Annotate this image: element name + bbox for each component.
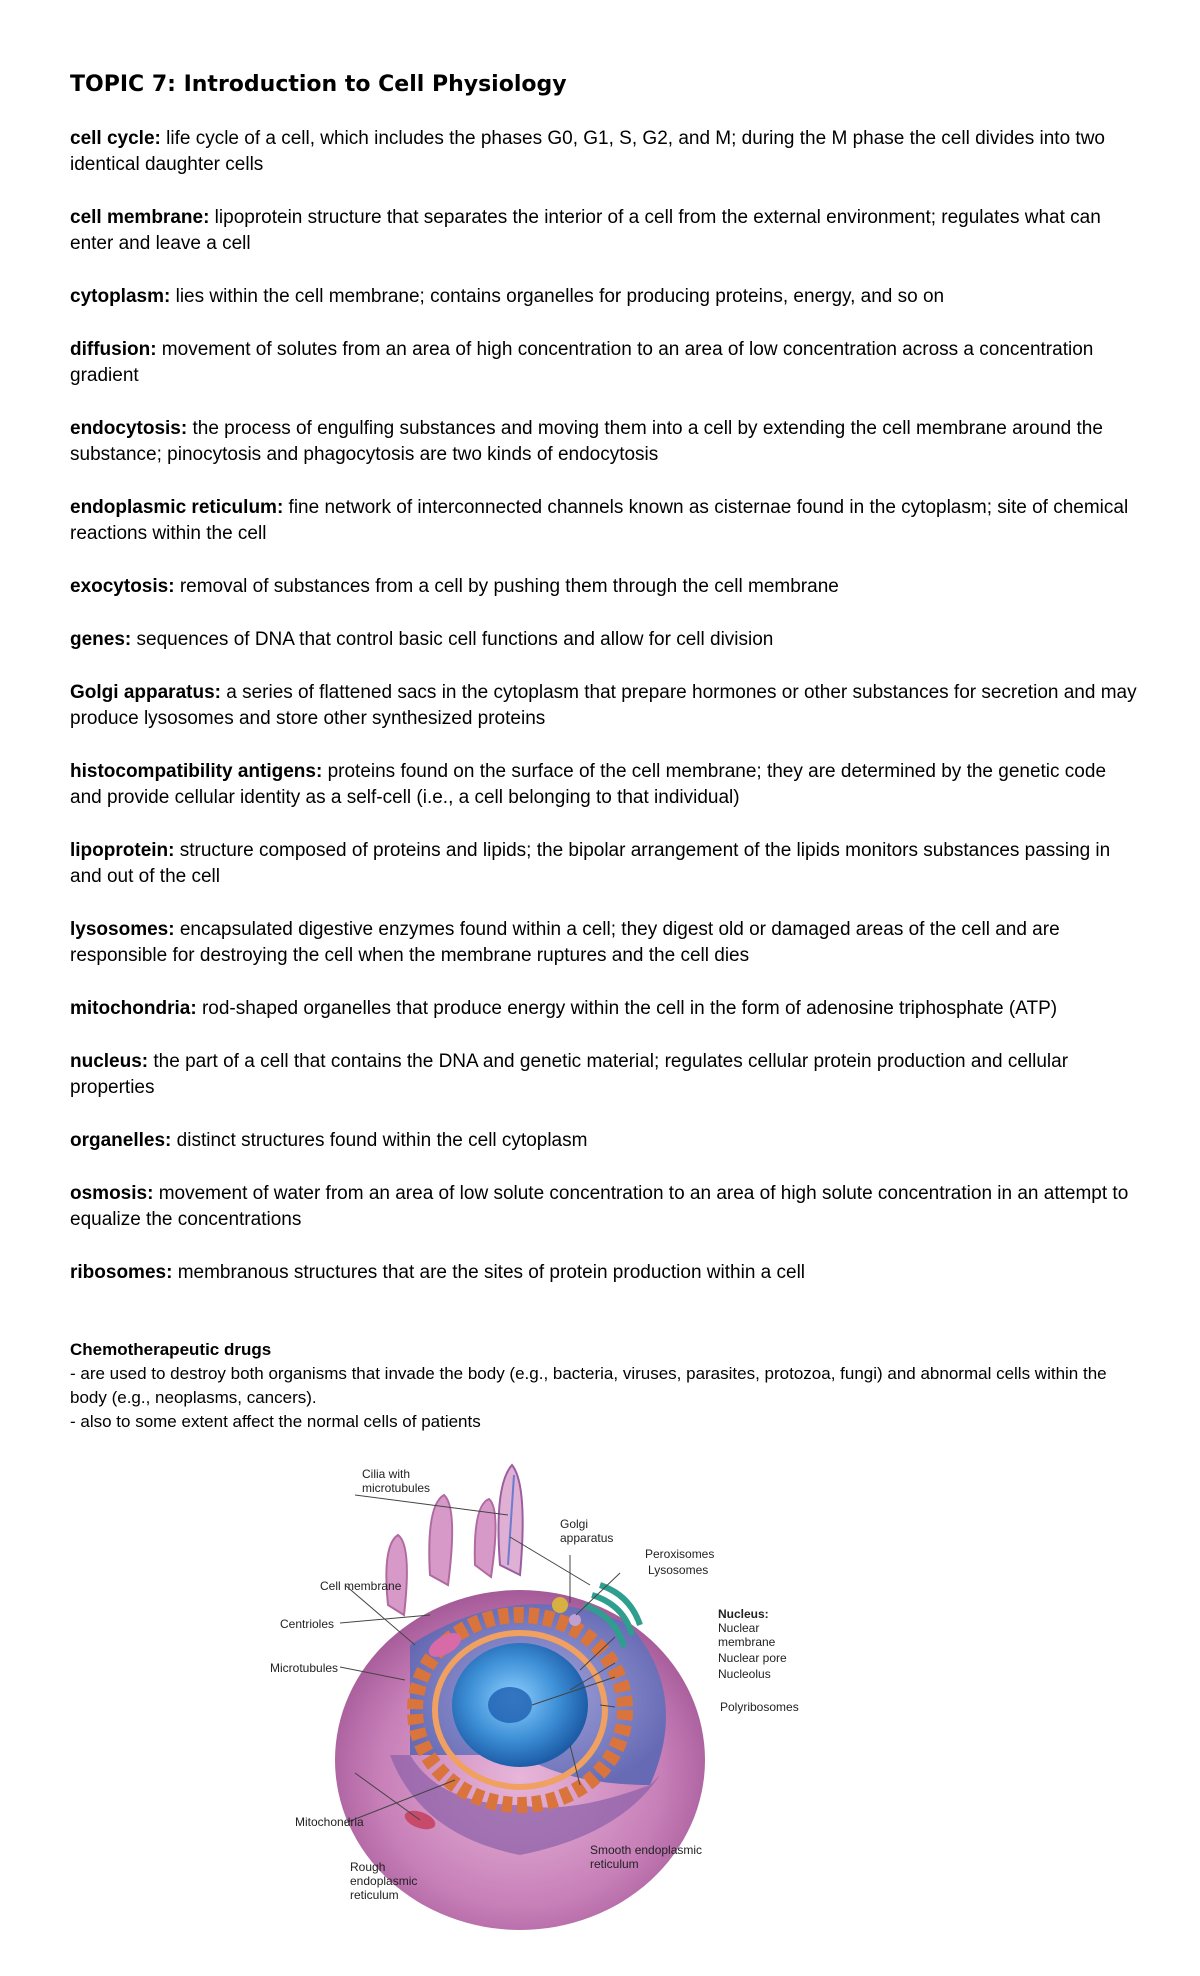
glossary-term: cell membrane: <box>70 207 210 228</box>
glossary-term: exocytosis: <box>70 576 175 597</box>
glossary-definition: a series of flattened sacs in the cytoplasm that prepare hormones or other substances for secretion and may produce lysosomes and store other synthesized proteins <box>70 682 1137 729</box>
glossary-entry <box>70 495 1140 547</box>
glossary-definition: lipoprotein structure that separates the interior of a cell from the external environment; regulates what can enter and leave a cell <box>70 207 1101 254</box>
glossary-entry <box>70 416 1140 468</box>
glossary-definition: membranous structures that are the sites of protein production within a cell <box>172 1262 806 1283</box>
glossary-term: endoplasmic reticulum: <box>70 497 284 518</box>
glossary-term: genes: <box>70 629 132 650</box>
label-centrioles: Centrioles <box>280 1617 335 1631</box>
glossary-term: diffusion: <box>70 339 157 360</box>
glossary-entry <box>70 1181 1140 1233</box>
label-microtubules: Microtubules <box>270 1661 339 1675</box>
peroxisome <box>569 1614 581 1626</box>
glossary-definition: distinct structures found within the cell cytoplasm <box>171 1130 588 1151</box>
glossary-entry <box>70 838 1140 890</box>
label-mitochondria: Mitochondria <box>295 1815 364 1829</box>
label-nuclear-pore: Nuclear pore <box>718 1651 787 1665</box>
label-lysosomes: Lysosomes <box>648 1563 709 1577</box>
glossary-definition: proteins found on the surface of the cell membrane; they are determined by the genetic code and provide cellular identity as a self-cell (i.e., a cell belonging to that individual) <box>70 761 1107 808</box>
glossary-definition: removal of substances from a cell by pushing them through the cell membrane <box>174 576 839 597</box>
page-title: TOPIC 7: Introduction to Cell Physiology <box>70 72 567 97</box>
glossary-entry <box>70 1049 1140 1101</box>
label-peroxisomes: Peroxisomes <box>645 1547 715 1561</box>
glossary-term: Golgi apparatus: <box>70 682 221 703</box>
label-nucleolus: Nucleolus <box>718 1667 771 1681</box>
glossary-entry <box>70 574 1140 600</box>
glossary-list <box>70 126 1140 1313</box>
glossary-term: organelles: <box>70 1130 172 1151</box>
label-cilia: Cilia with microtubules <box>362 1467 431 1495</box>
glossary-entry <box>70 1260 1140 1286</box>
glossary-definition: structure composed of proteins and lipids; the bipolar arrangement of the lipids monitors substances passing in and out of the cell <box>70 840 1111 887</box>
nucleolus <box>488 1687 532 1723</box>
glossary-term: cytoplasm: <box>70 286 171 307</box>
bullet-item: - are used to destroy both organisms that invade the body (e.g., bacteria, viruses, parasites, protozoa, fungi) and abnormal cells within the body (e.g., neoplasms, cancers). <box>70 1364 1107 1407</box>
label-rough-er: Rough endoplasmic reticulum <box>350 1860 418 1902</box>
glossary-entry <box>70 917 1140 969</box>
glossary-term: histocompatibility antigens: <box>70 761 323 782</box>
glossary-definition: movement of solutes from an area of high concentration to an area of low concentration across a concentration gradient <box>70 339 1094 386</box>
glossary-term: ribosomes: <box>70 1262 173 1283</box>
chemotherapeutic-drugs-section <box>70 1338 1140 1434</box>
label-polyribosomes: Polyribosomes <box>720 1700 799 1714</box>
label-nuclear-membrane: Nuclear membrane <box>718 1621 776 1649</box>
glossary-definition: the process of engulfing substances and moving them into a cell by extending the cell membrane around the substance; pinocytosis and phagocytosis are two kinds of endocytosis <box>70 418 1103 465</box>
glossary-entry <box>70 627 1140 653</box>
glossary-term: endocytosis: <box>70 418 188 439</box>
glossary-entry <box>70 996 1140 1022</box>
label-golgi: Golgi apparatus <box>560 1517 614 1545</box>
bullet-item: - also to some extent affect the normal cells of patients <box>70 1412 481 1431</box>
glossary-entry <box>70 284 1140 310</box>
glossary-definition: rod-shaped organelles that produce energy within the cell in the form of adenosine triphosphate (ATP) <box>196 998 1058 1019</box>
label-smooth-er: Smooth endoplasmic reticulum <box>590 1843 703 1871</box>
glossary-entry <box>70 759 1140 811</box>
glossary-definition: lies within the cell membrane; contains organelles for producing proteins, energy, and so on <box>170 286 945 307</box>
glossary-entry <box>70 680 1140 732</box>
glossary-definition: life cycle of a cell, which includes the phases G0, G1, S, G2, and M; during the M phase the cell divides into two identical daughter cells <box>70 128 1105 175</box>
glossary-term: nucleus: <box>70 1051 149 1072</box>
glossary-entry <box>70 1128 1140 1154</box>
label-cell-membrane: Cell membrane <box>320 1579 402 1593</box>
glossary-term: osmosis: <box>70 1183 154 1204</box>
glossary-definition: fine network of interconnected channels known as cisternae found in the cytoplasm; site of chemical reactions within the cell <box>70 497 1129 544</box>
glossary-term: cell cycle: <box>70 128 161 149</box>
glossary-term: lipoprotein: <box>70 840 175 861</box>
section-title: Chemotherapeutic drugs <box>70 1340 272 1359</box>
glossary-term: lysosomes: <box>70 919 175 940</box>
glossary-definition: sequences of DNA that control basic cell functions and allow for cell division <box>131 629 774 650</box>
lysosome <box>552 1597 568 1613</box>
glossary-entry <box>70 337 1140 389</box>
cell-diagram <box>270 1455 810 1955</box>
glossary-term: mitochondria: <box>70 998 197 1019</box>
glossary-entry <box>70 126 1140 178</box>
glossary-definition: encapsulated digestive enzymes found within a cell; they digest old or damaged areas of the cell and are responsible for destroying the cell when the membrane ruptures and the cell dies <box>70 919 1060 966</box>
glossary-definition: movement of water from an area of low solute concentration to an area of high solute concentration in an attempt to equalize the concentrations <box>70 1183 1129 1230</box>
glossary-definition: the part of a cell that contains the DNA and genetic material; regulates cellular protein production and cellular properties <box>70 1051 1069 1098</box>
glossary-entry <box>70 205 1140 257</box>
label-nucleus: Nucleus: <box>718 1607 769 1621</box>
